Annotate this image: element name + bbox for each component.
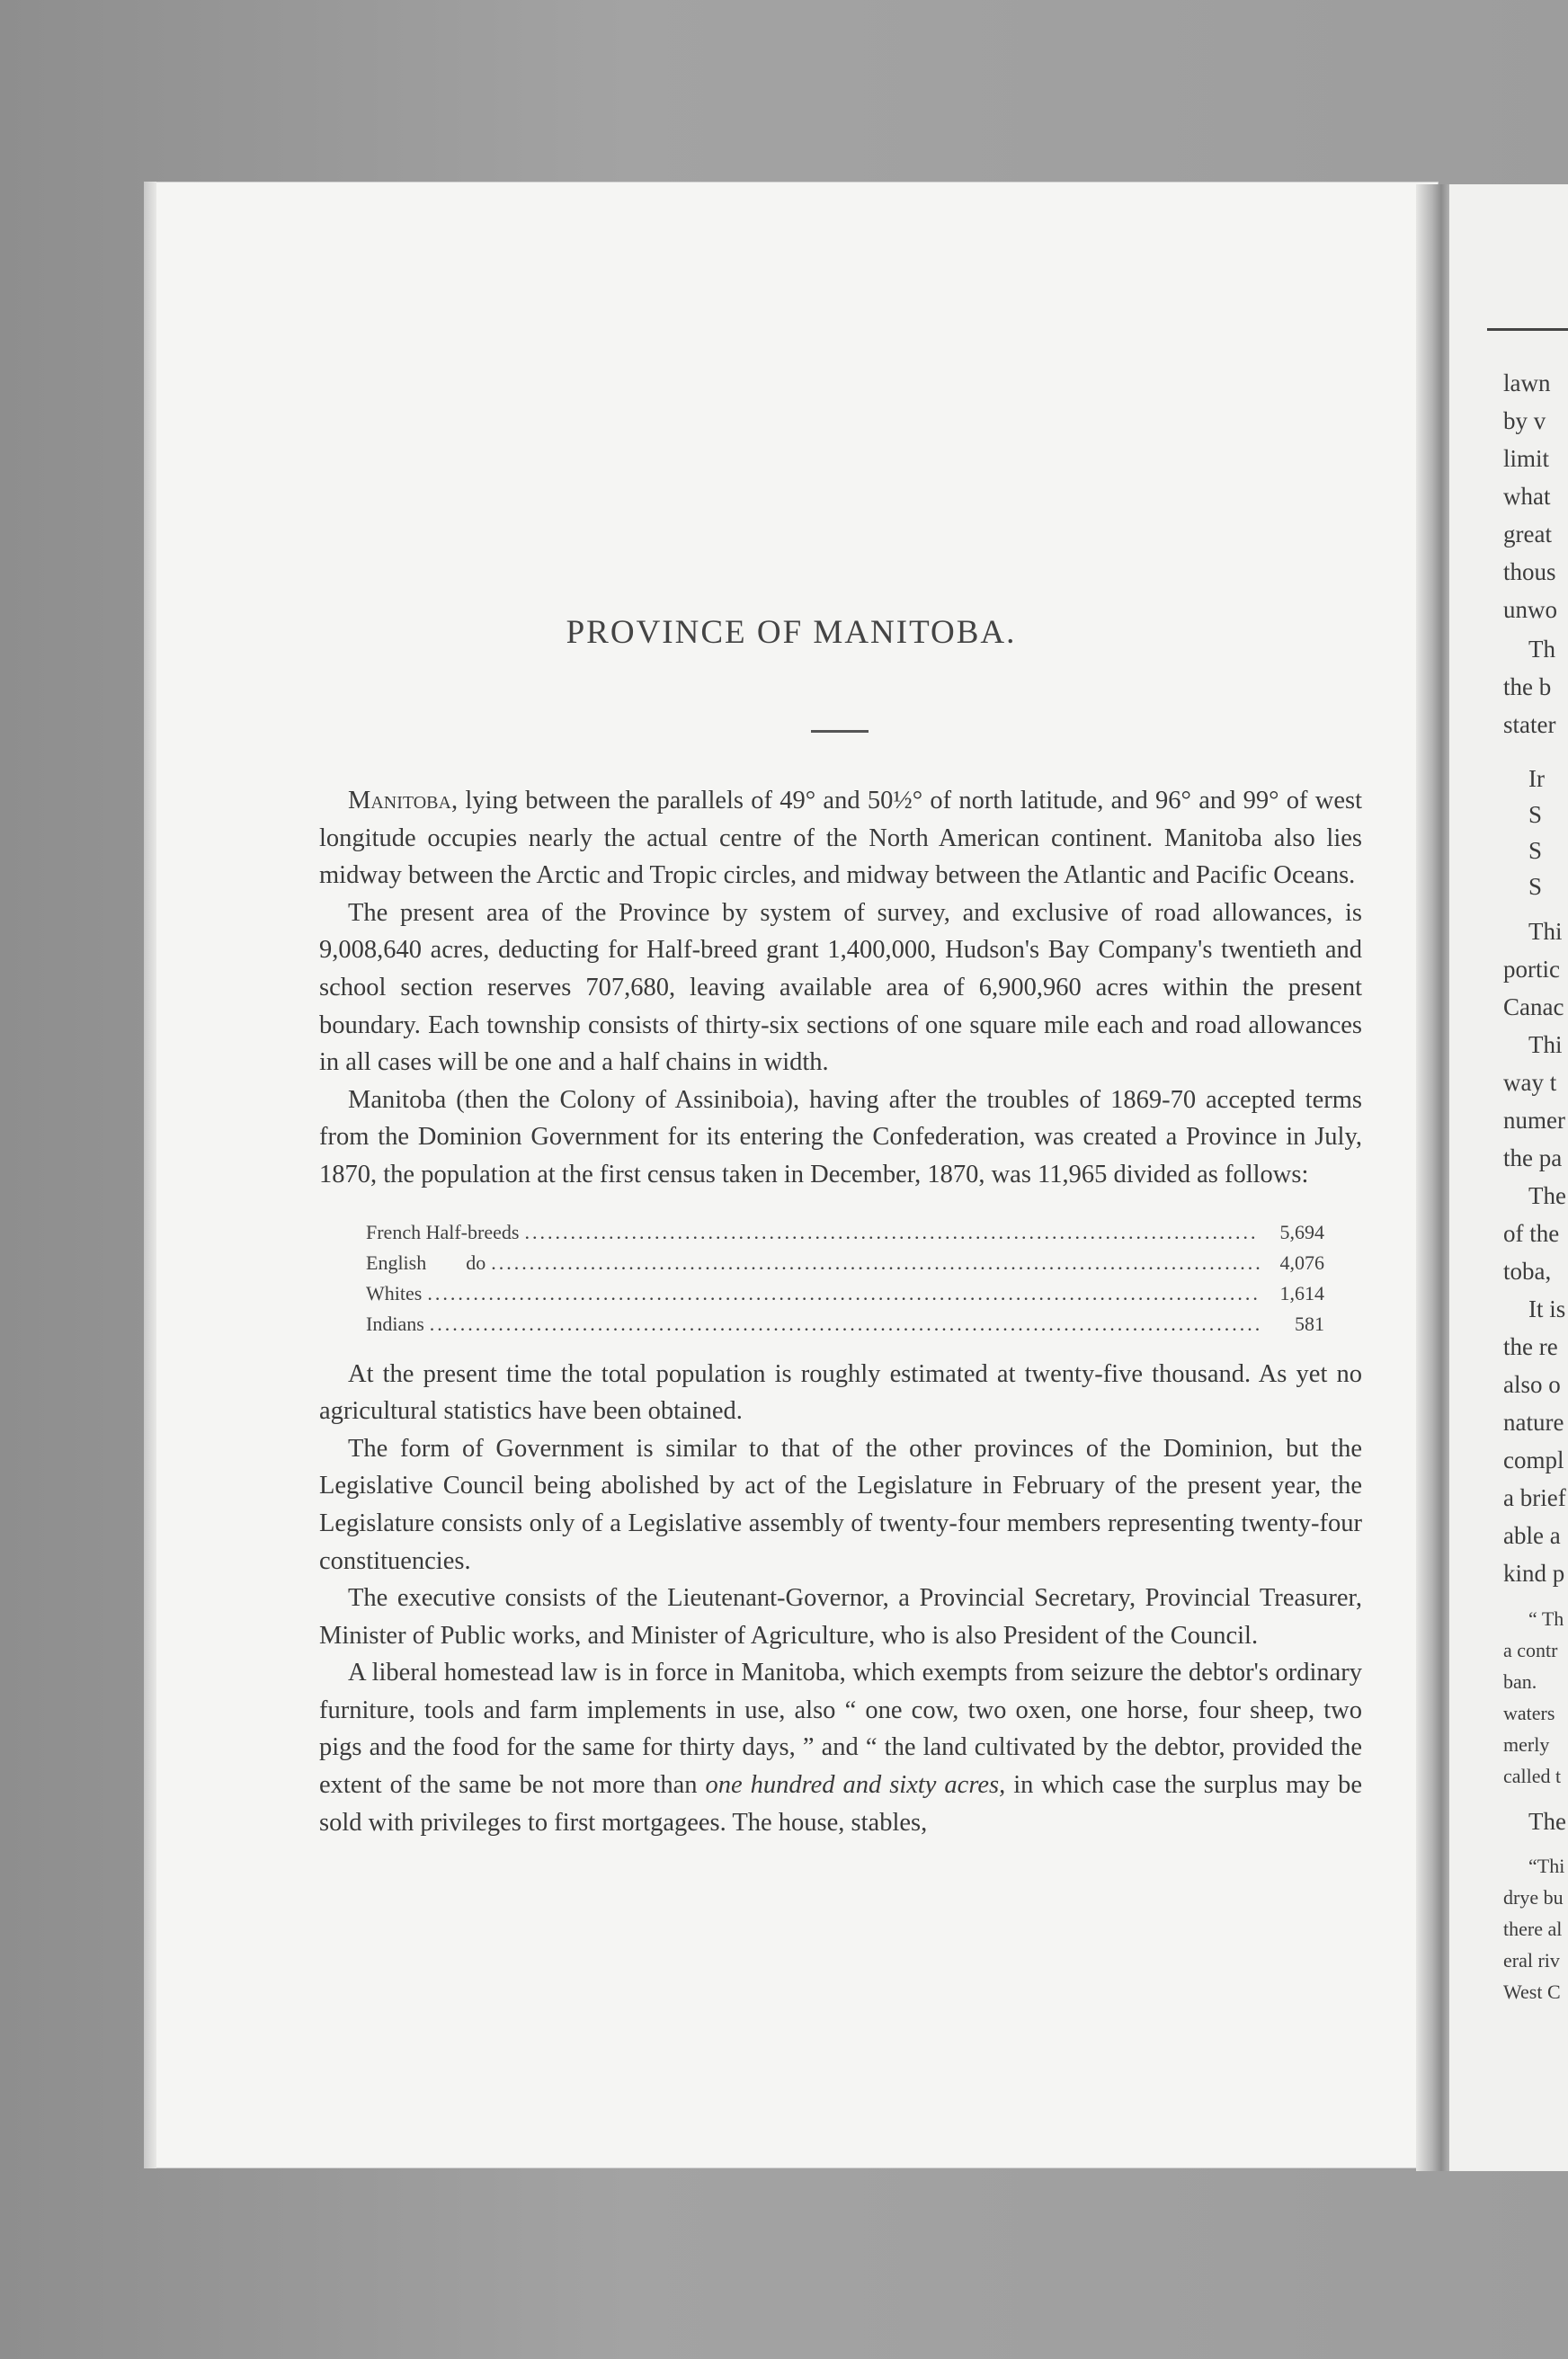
population-table	[366, 1217, 1324, 1340]
facing-text-fragment: waters	[1503, 1702, 1555, 1724]
body-text	[319, 782, 1362, 1841]
dot-leader	[427, 1278, 1260, 1309]
paragraph-3: Manitoba (then the Colony of Assiniboia), having after the troubles of 1869-70 accepted terms from the Dominion Government for its entering the Confederation, was created a Province in July, 1870, the population at the first census taken in December, 1870, was 11,965 divided as follows:	[319, 1085, 1362, 1188]
facing-text-fragment: merly	[1503, 1733, 1550, 1756]
facing-text-fragment: way t	[1503, 1069, 1557, 1096]
facing-text-fragment: The	[1528, 1808, 1566, 1835]
facing-text-fragment: the re	[1503, 1333, 1558, 1360]
facing-text-fragment: compl	[1503, 1447, 1564, 1473]
facing-text-fragment: nature	[1503, 1409, 1564, 1436]
row-value: 5,694	[1279, 1220, 1324, 1243]
facing-text-fragment: lawn	[1503, 369, 1551, 396]
lead-word: Manitoba	[348, 787, 451, 815]
paragraph-5: The form of Government is similar to that of the other provinces of the Dominion, but the Legislative Council being abolished by act of the Legislature in February of the present year, the Legislature consists only of a Legislative assembly of twenty-four members representing twenty-four constituencies.	[319, 1434, 1362, 1575]
facing-text-fragment: able a	[1503, 1522, 1561, 1549]
facing-text-fragment: of the	[1503, 1220, 1560, 1247]
paragraph-6: The executive consists of the Lieutenant-Governor, a Provincial Secretary, Provincial Treasurer, Minister of Public works, and Minister of Agriculture, who is also President of the Council.	[319, 1584, 1362, 1650]
paragraph-1-text: , lying between the parallels of 49° and 50½° of north latitude, and 96° and 99° of west longitude occupies nearly the actual centre of the North American continent. Manitoba also lies midway between the Arctic and Tropic circles, and midway between the Atlantic and Pacific Oceans.	[319, 787, 1362, 890]
facing-text-fragment: Thi	[1528, 1031, 1563, 1058]
facing-text-fragment: also o	[1503, 1371, 1561, 1398]
facing-text-fragment: eral riv	[1503, 1949, 1560, 1972]
row-value: 4,076	[1279, 1251, 1324, 1274]
facing-text-fragment: by v	[1503, 407, 1546, 434]
facing-text-fragment: “Thi	[1528, 1855, 1565, 1877]
table-row	[366, 1309, 1324, 1340]
facing-text-fragment: “ Th	[1528, 1607, 1564, 1630]
page-title: PROVINCE OF MANITOBA.	[566, 614, 1017, 651]
title-rule	[811, 730, 869, 733]
facing-text-fragment: S	[1528, 837, 1543, 864]
row-label: Indians	[366, 1312, 424, 1335]
facing-text-fragment: West C	[1503, 1981, 1561, 2003]
table-row	[366, 1248, 1324, 1278]
book-gutter	[1416, 184, 1452, 2171]
row-label: Whites	[366, 1281, 423, 1304]
facing-text-fragment: Thi	[1528, 918, 1563, 945]
row-label: French Half-breeds	[366, 1220, 520, 1243]
facing-text-fragment: S	[1528, 801, 1543, 828]
paragraph-2: The present area of the Province by system of survey, and exclusive of road allowances, is 9,008,640 acres, deducting for Half-breed grant 1,400,000, Hudson's Bay Company's twentieth and school section reserves 707,680, leaving available area of 6,900,960 acres within the present boundary. Each township consists of thirty-six sections of one square mile each and road allowances in all cases will be one and a half chains in width.	[319, 898, 1362, 1077]
facing-text-fragment: thous	[1503, 558, 1556, 585]
facing-text-fragment: a brief	[1503, 1484, 1566, 1511]
facing-text-fragment: there al	[1503, 1918, 1563, 1940]
dot-leader	[491, 1248, 1260, 1278]
facing-text-fragment: the b	[1503, 673, 1552, 700]
paragraph-7-text-b: in which case the surplus may be sold with privileges to first mortgagees. The house, stables,	[319, 1771, 1363, 1837]
facing-text-fragment: a contr	[1503, 1639, 1558, 1661]
facing-text-fragment: limit	[1503, 445, 1550, 472]
facing-page-rule	[1487, 328, 1568, 331]
facing-text-fragment: The	[1528, 1182, 1566, 1209]
table-row	[366, 1217, 1324, 1248]
facing-text-fragment: drye bu	[1503, 1886, 1564, 1909]
paragraph-7	[319, 1654, 1362, 1841]
facing-text-fragment: the pa	[1503, 1144, 1563, 1171]
facing-text-fragment: what	[1503, 483, 1551, 510]
facing-text-fragment: kind p	[1503, 1560, 1565, 1587]
facing-text-fragment: It is	[1528, 1295, 1566, 1322]
facing-text-fragment: ban.	[1503, 1670, 1537, 1693]
paragraph-4: At the present time the total population is roughly estimated at twenty-five thousand. As yet no agricultural statistics have been obtained.	[319, 1359, 1362, 1426]
facing-text-fragment: portic	[1503, 956, 1560, 983]
row-value: 581	[1295, 1312, 1324, 1335]
facing-text-fragment: numer	[1503, 1107, 1565, 1134]
facing-text-fragment: Canac	[1503, 993, 1564, 1020]
dot-leader	[430, 1309, 1260, 1340]
facing-text-fragment: unwo	[1503, 596, 1557, 623]
facing-text-fragment: toba,	[1503, 1258, 1552, 1285]
facing-text-fragment: S	[1528, 873, 1543, 900]
paragraph-1	[319, 782, 1362, 895]
table-row	[366, 1278, 1324, 1309]
row-value: 1,614	[1279, 1281, 1324, 1304]
paragraph-7-emphasis: one hundred and sixty acres,	[705, 1771, 1006, 1800]
dot-leader	[524, 1217, 1260, 1248]
facing-text-fragment: great	[1503, 521, 1552, 547]
facing-text-fragment: stater	[1503, 711, 1556, 738]
row-label: English do	[366, 1251, 486, 1274]
facing-page	[1449, 184, 1568, 2171]
facing-text-fragment: called t	[1503, 1765, 1562, 1787]
facing-text-fragment: Th	[1528, 636, 1555, 663]
facing-text-fragment: Ir	[1528, 765, 1545, 792]
paragraph-7-text-a: A liberal homestead law is in force in Manitoba, which exempts from seizure the debtor's ordinary furniture, tools and farm implements in use, also “ one cow, two oxen, one horse, four sheep, two pigs and the food for the same for thirty days, ” and “ the land cultivated by the debtor, provided the extent of the same be not more than	[319, 1659, 1362, 1800]
